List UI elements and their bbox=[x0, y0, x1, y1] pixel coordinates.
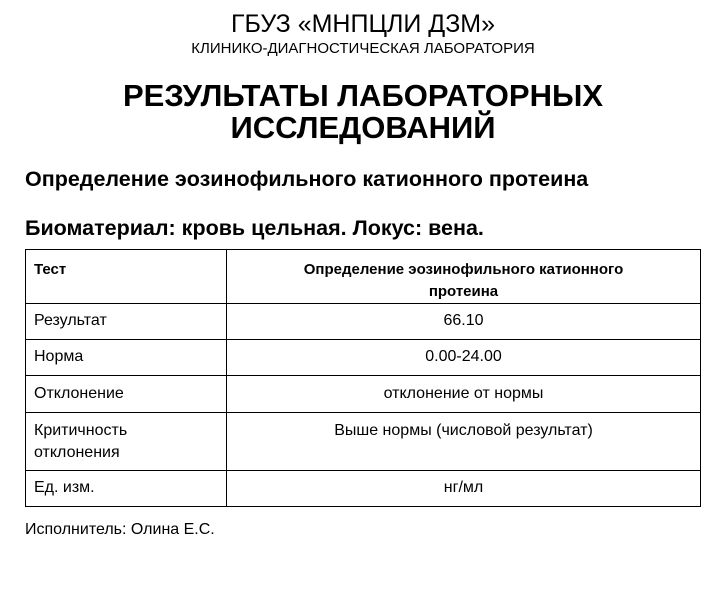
table-row-criticality bbox=[26, 413, 701, 471]
row-label-line-2: отклонения bbox=[34, 444, 120, 461]
row-label bbox=[26, 413, 227, 471]
results-table bbox=[25, 249, 701, 507]
table-row-norm bbox=[26, 340, 701, 376]
row-label-line-1: Критичность bbox=[34, 422, 128, 439]
row-label: Ед. изм. bbox=[26, 471, 227, 507]
organization-name: ГБУЗ «МНПЦЛИ ДЗМ» bbox=[230, 10, 496, 38]
department-name: КЛИНИКО-ДИАГНОСТИЧЕСКАЯ ЛАБОРАТОРИЯ bbox=[191, 40, 535, 57]
column-header-test-name-line-1: Определение эозинофильного катионного bbox=[303, 261, 624, 278]
row-value: нг/мл bbox=[227, 471, 701, 507]
biomaterial-heading: Биоматериал: кровь цельная. Локус: вена. bbox=[25, 216, 484, 240]
report-title bbox=[0, 80, 726, 144]
table-row-result bbox=[26, 304, 701, 340]
row-value: 66.10 bbox=[227, 304, 701, 340]
performer-line: Исполнитель: Олина Е.С. bbox=[25, 521, 215, 538]
row-value: отклонение от нормы bbox=[227, 376, 701, 413]
table-header-row bbox=[26, 250, 701, 304]
row-label: Отклонение bbox=[26, 376, 227, 413]
column-header-test-name bbox=[227, 250, 701, 304]
table-row-unit bbox=[26, 471, 701, 507]
row-label: Результат bbox=[26, 304, 227, 340]
column-header-test: Тест bbox=[26, 250, 227, 304]
report-title-line-2: ИССЛЕДОВАНИЙ bbox=[230, 110, 496, 145]
row-label: Норма bbox=[26, 340, 227, 376]
report-title-line-1: РЕЗУЛЬТАТЫ ЛАБОРАТОРНЫХ bbox=[122, 78, 603, 113]
row-value: Выше нормы (числовой результат) bbox=[227, 413, 701, 471]
column-header-test-name-line-2: протеина bbox=[428, 283, 499, 300]
table-row-deviation bbox=[26, 376, 701, 413]
test-name-heading: Определение эозинофильного катионного протеина bbox=[25, 167, 589, 191]
row-value: 0.00-24.00 bbox=[227, 340, 701, 376]
